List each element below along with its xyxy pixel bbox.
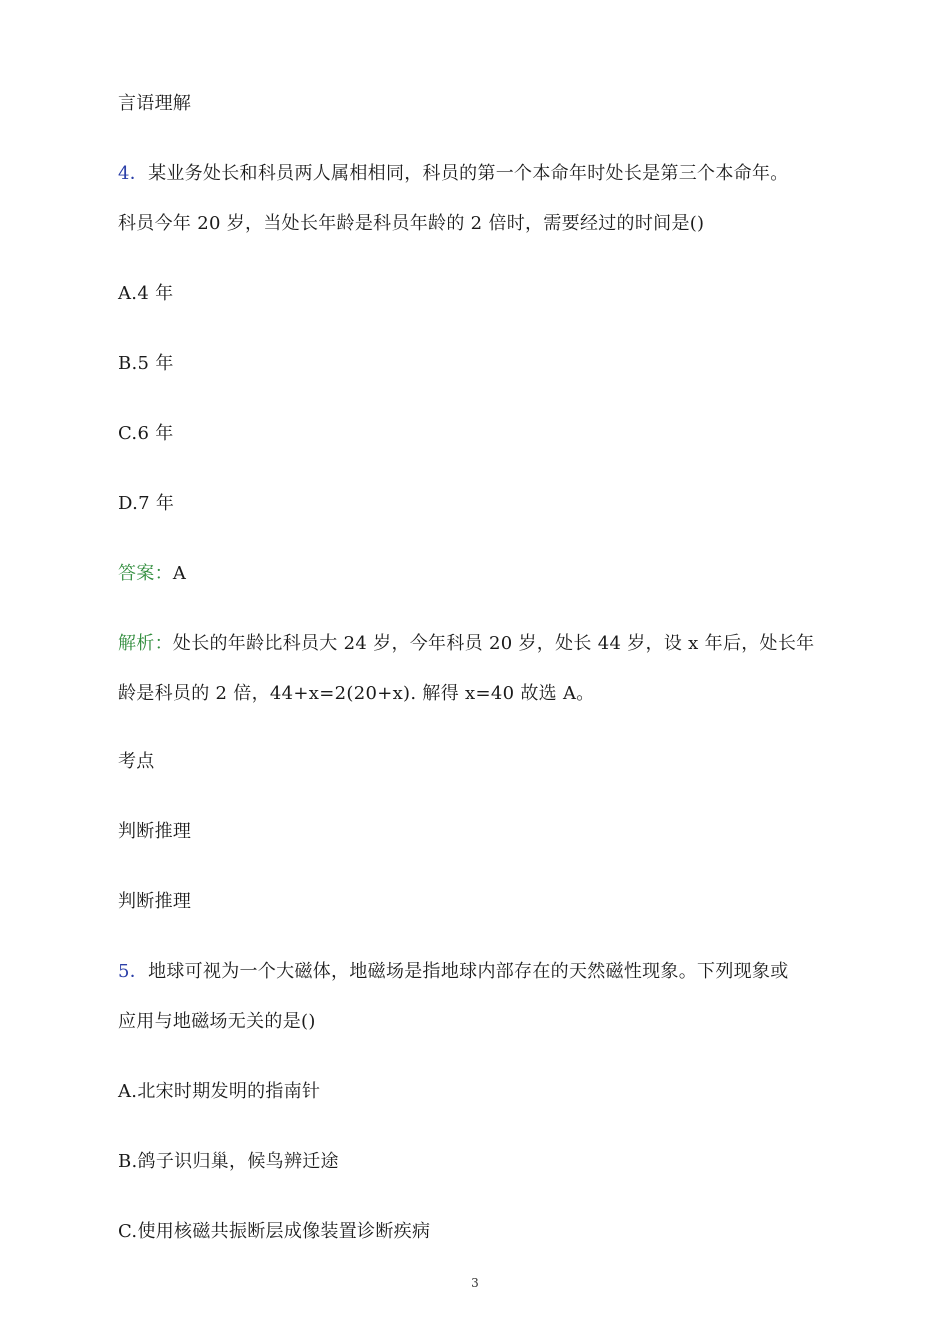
analysis-line-2: 龄是科员的 2 倍，44+x=2(20+x). 解得 x=40 故选 A。 [118,683,595,704]
answer [118,562,186,586]
analysis-text: 处长的年龄比科员大 24 岁，今年科员 20 岁，处长 44 岁，设 x 年后，处长年 [172,633,815,654]
question-4-line-2: 科员今年 20 岁，当处长年龄是科员年龄的 2 倍时，需要经过的时间是() [118,213,705,234]
question-number: 5． [118,961,149,982]
question-number: 4． [118,163,149,184]
option-b: B.鸽子识归巢，候鸟辨迁途 [118,1151,339,1172]
option-a: A.北宋时期发明的指南针 [118,1081,321,1102]
analysis-label: 解析： [118,633,173,654]
answer-label: 答案： [118,563,173,584]
analysis-line-1 [118,632,814,656]
answer-value: A [172,563,187,584]
option-b: B.5 年 [118,353,174,374]
section-title: 言语理解 [118,93,192,114]
kaodian-label: 考点 [118,751,155,772]
section-title-2: 判断推理 [118,891,192,912]
question-4-line-1 [118,162,789,186]
option-d: D.7 年 [118,493,175,514]
option-c: C.使用核磁共振断层成像装置诊断疾病 [118,1221,431,1242]
question-5-line-2: 应用与地磁场无关的是() [118,1011,316,1032]
option-c: C.6 年 [118,423,174,444]
page-number: 3 [471,1276,479,1290]
kaodian-value: 判断推理 [118,821,192,842]
option-a: A.4 年 [118,283,174,304]
question-text: 某业务处长和科员两人属相相同，科员的第一个本命年时处长是第三个本命年。 [148,163,789,184]
question-text: 地球可视为一个大磁体，地磁场是指地球内部存在的天然磁性现象。下列现象或 [148,961,789,982]
question-5-line-1 [118,960,789,984]
